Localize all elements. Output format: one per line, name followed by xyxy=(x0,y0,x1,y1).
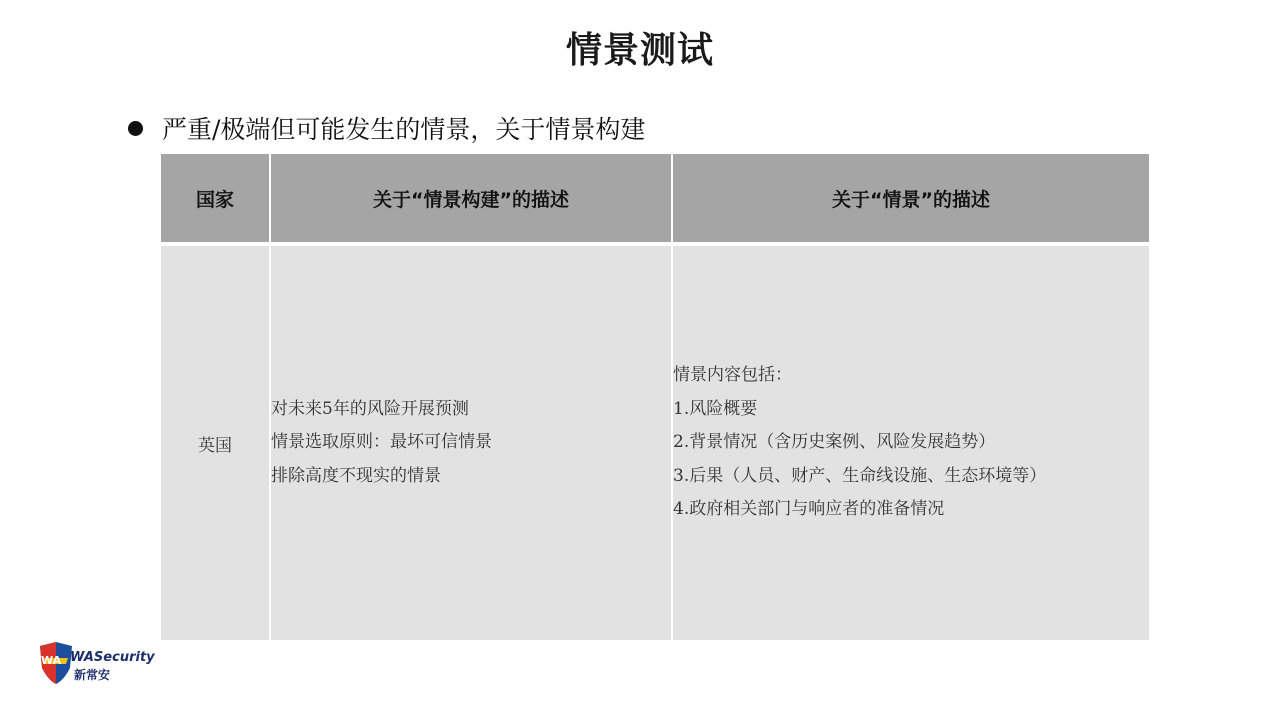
construction-line: 情景选取原则：最坏可信情景 xyxy=(271,432,492,453)
logo-text: WASecurity xyxy=(70,650,155,665)
company-logo xyxy=(36,640,155,686)
svg-text:WA: WA xyxy=(41,654,62,667)
scenario-line: 情景内容包括： xyxy=(673,365,792,386)
header-country: 国家 xyxy=(161,154,271,246)
slide-title: 情景测试 xyxy=(565,30,714,71)
bullet-dot-icon xyxy=(128,121,143,136)
cell-construction xyxy=(271,246,673,640)
table-header-row xyxy=(161,154,1149,246)
logo-cn-text: 新常安 xyxy=(74,668,111,682)
construction-line: 排除高度不现实的情景 xyxy=(271,465,441,486)
cell-country: 英国 xyxy=(161,246,271,640)
bullet-point xyxy=(128,110,645,146)
scenario-table xyxy=(161,154,1149,640)
construction-line: 对未来5年的风险开展预测 xyxy=(271,398,469,419)
scenario-line: 2.背景情况（含历史案例、风险发展趋势） xyxy=(673,432,996,453)
scenario-line: 1.风险概要 xyxy=(673,398,758,419)
header-scenario: 关于“情景”的描述 xyxy=(673,154,1149,246)
header-construction: 关于“情景构建”的描述 xyxy=(271,154,673,246)
bullet-text: 严重/极端但可能发生的情景，关于情景构建 xyxy=(162,115,646,144)
cell-scenario xyxy=(673,246,1149,640)
table-row xyxy=(161,246,1149,640)
scenario-line: 4.政府相关部门与响应者的准备情况 xyxy=(673,499,945,520)
scenario-line: 3.后果（人员、财产、生命线设施、生态环境等） xyxy=(673,465,1047,486)
